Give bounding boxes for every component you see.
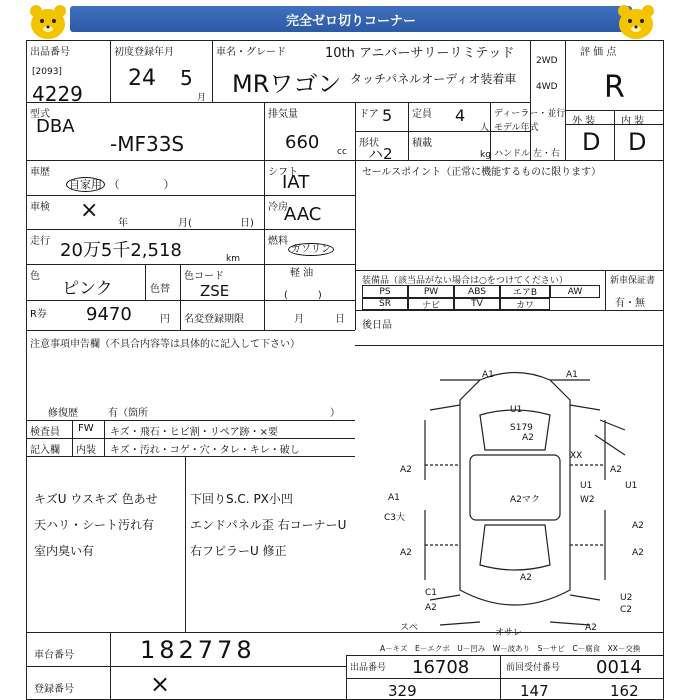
lot-number: 4229 <box>32 82 83 106</box>
repair-history-value: 有（箇所 <box>108 408 148 419</box>
ac-label: 冷房 <box>268 202 288 213</box>
mark-u1-front: U1 <box>510 405 523 415</box>
shape-label: 形状 <box>359 138 379 149</box>
note-right-3: 右フピラーU 修正 <box>190 544 287 558</box>
note-right-1: 下回りS.C. PX小凹 <box>190 492 293 506</box>
ac-value: AAC <box>284 204 322 225</box>
warranty-label: 新車保証書 <box>610 276 656 286</box>
fuel-label: 燃料 <box>268 236 288 247</box>
equipment-abs: ABS <box>454 285 500 298</box>
drive-4wd: 4WD <box>536 82 558 92</box>
fuel-gasoline: ガソリン <box>288 243 334 256</box>
doors-label: ドア <box>359 109 379 120</box>
repair-history-close: ） <box>330 408 340 419</box>
mileage-value: 20万5千2,518 <box>60 240 182 261</box>
recycle-label: R券 <box>30 309 47 320</box>
doors-value: 5 <box>382 106 393 125</box>
previous-number-label: 前回受付番号 <box>506 663 561 673</box>
auction-lot-value: 16708 <box>412 657 470 678</box>
equipment-pw: PW <box>408 285 454 298</box>
post-items-label: 後日品 <box>362 320 392 331</box>
registration-month-unit: 月 <box>197 93 207 103</box>
color-value: ピンク <box>62 279 113 299</box>
repair-history-label: 修復歴 <box>48 408 78 419</box>
shape-value: ハ2 <box>368 145 393 163</box>
mark-u2: U2 <box>620 593 633 603</box>
mark-a1-left-door: A1 <box>388 493 400 503</box>
inspector-label: 検査員 <box>30 427 60 438</box>
mileage-label: 走行 <box>30 236 50 247</box>
mark-a2-right-quarter: A2 <box>632 548 644 558</box>
displacement-unit: cc <box>337 147 347 157</box>
sales-point-label: セールスポイント（正常に機能するものに限ります） <box>362 167 602 178</box>
inspection-month: 月( <box>178 218 192 229</box>
chassis-label: 車台番号 <box>34 650 74 661</box>
registration-label: 初度登録年月 <box>114 47 174 58</box>
equipment-tv: TV <box>454 298 500 310</box>
recycle-value: 9470 <box>86 304 132 325</box>
note-left-3: 室内臭い有 <box>34 544 95 558</box>
mark-u1-door: U1 <box>580 481 593 491</box>
registration-year: 24 <box>128 66 156 91</box>
mark-a2-right-rear: A2 <box>632 521 644 531</box>
mark-s179: S179 <box>510 423 533 433</box>
mark-c1: C1 <box>425 588 438 598</box>
car-name-label: 車名・グレード <box>216 47 286 58</box>
name-change-label: 名変登録期限 <box>184 314 244 325</box>
fuel-diesel: 軽 油 <box>290 268 314 279</box>
mark-w2: W2 <box>580 495 595 505</box>
exterior-label: 外 装 <box>572 116 596 127</box>
shift-value: IAT <box>282 172 310 193</box>
notes-fill-label: 記入欄 <box>30 445 60 456</box>
load-label: 積載 <box>412 138 432 149</box>
note-left-1: キズU ウスキズ 色あせ <box>34 492 158 506</box>
lot-sub-number: [2093] <box>32 67 62 77</box>
mileage-unit: km <box>226 254 240 264</box>
model-year-label: モデル年式 <box>494 123 539 133</box>
inspection-value: × <box>80 198 99 223</box>
banner-title: 完全ゼロ切りコーナー <box>70 6 632 32</box>
mascot-bear-icon <box>612 2 660 42</box>
mark-a2-roof: A2マク <box>510 495 540 505</box>
model-handwritten: MRワゴン <box>232 70 342 98</box>
mark-a2-rear-bumper: A2 <box>585 623 597 633</box>
capacity-value: 4 <box>455 106 466 125</box>
usage-label: 車歴 <box>30 167 50 178</box>
capacity-label: 定員 <box>412 109 432 120</box>
previous-number-value: 0014 <box>596 657 642 678</box>
equipment-aw: AW <box>550 285 600 298</box>
car-damage-diagram <box>370 360 660 645</box>
note-left-2: 天ハリ・シート汚れ有 <box>34 518 155 532</box>
inspection-day: 日) <box>240 218 254 229</box>
load-unit: kg <box>480 150 491 160</box>
name-change-month: 月 <box>294 314 304 325</box>
mark-spare: スペ <box>400 623 419 633</box>
equipment-label: 装備品（該当品がない場合は○をつけてください） <box>362 276 568 286</box>
color-label: 色 <box>30 271 40 282</box>
mark-a2-left-bumper: A2 <box>425 603 437 613</box>
usage-paren: （ ） <box>108 178 175 191</box>
bottom-value-3: 162 <box>610 682 639 700</box>
mark-a2-left-rear: A2 <box>400 548 412 558</box>
warranty-value: 有・無 <box>615 298 645 309</box>
score-label: 評 価 点 <box>580 47 617 58</box>
model-code-line1: DBA <box>36 116 75 137</box>
shift-label: シフト <box>268 167 298 178</box>
mark-osare: オサレ <box>495 628 522 638</box>
color-change-label: 色替 <box>150 284 170 295</box>
mark-a2-left-fender: A2 <box>400 465 412 475</box>
mascot-bear-icon <box>24 2 72 42</box>
mark-a2-hood: A2 <box>522 433 534 443</box>
registration-month: 5 <box>180 66 193 90</box>
score-value: R <box>604 70 625 105</box>
handle-label: ハンドル 左・右 <box>494 149 560 159</box>
exterior-value: D <box>582 128 601 156</box>
lot-label: 出品番号 <box>30 47 70 58</box>
displacement-value: 660 <box>285 132 320 153</box>
interior-value: D <box>628 128 647 156</box>
mark-c3: C3大 <box>384 513 406 523</box>
equipment-ps: PS <box>362 285 408 298</box>
chassis-value: 182778 <box>140 636 256 664</box>
mark-a1-left: A1 <box>482 370 494 380</box>
fw-label: FW <box>78 423 94 434</box>
drive-2wd: 2WD <box>536 56 558 66</box>
mark-c2: C2 <box>620 605 633 615</box>
interior-label: 内 装 <box>621 116 645 127</box>
recycle-unit: 円 <box>160 314 170 325</box>
bottom-value-1: 329 <box>388 682 417 700</box>
inspection-year: 年 <box>118 218 128 229</box>
auction-lot-label: 出品番号 <box>350 663 387 673</box>
equipment-sr: SR <box>362 298 408 310</box>
reg-number-value: × <box>150 670 171 698</box>
options-handwritten: タッチパネルオーディオ装着車 <box>350 72 517 86</box>
color-code-label: 色コード <box>184 271 224 282</box>
mark-u1-right: U1 <box>625 481 638 491</box>
dealer-label: ディーラー・並行 <box>494 109 566 119</box>
damage-legend: A－キズ E－エクボ U－凹み W－波あり S－サビ C－腐食 XX－交換 <box>380 644 641 653</box>
reg-number-label: 登録番号 <box>34 684 74 695</box>
model-code-line2: -MF33S <box>110 132 185 156</box>
equipment-airbag: エアB <box>500 285 550 298</box>
inspection-label: 車検 <box>30 202 50 213</box>
capacity-unit: 人 <box>480 123 490 133</box>
model-type-label: 型式 <box>30 109 50 120</box>
interior-conditions: キズ・汚れ・コゲ・穴・タレ・キレ・破し <box>110 445 300 456</box>
notes-label: 注意事項申告欄（不具合内容等は具体的に記入して下さい） <box>30 339 300 350</box>
mark-a2-trunk: A2 <box>520 573 532 583</box>
fuel-paren: ( ) <box>284 290 322 301</box>
mark-a1-right: A1 <box>566 370 578 380</box>
equipment-navi: ナビ <box>408 298 454 310</box>
grade-handwritten: 10th アニバーサリーリミテッド <box>325 46 515 61</box>
usage-value: 自家用 <box>66 177 105 192</box>
displacement-label: 排気量 <box>268 109 298 120</box>
mark-a2-right-fender: A2 <box>610 465 622 475</box>
interior-row-label: 内装 <box>76 445 96 456</box>
bottom-value-2: 147 <box>520 682 549 700</box>
note-right-2: エンドパネル歪 右コーナーU <box>190 518 347 532</box>
fw-conditions: キズ・飛石・ヒビ割・リペア跡・×要 <box>110 427 278 438</box>
color-code-value: ZSE <box>200 282 230 300</box>
equipment-leather: カワ <box>500 298 550 310</box>
mark-xx: XX <box>570 451 583 461</box>
name-change-day: 日 <box>335 314 345 325</box>
